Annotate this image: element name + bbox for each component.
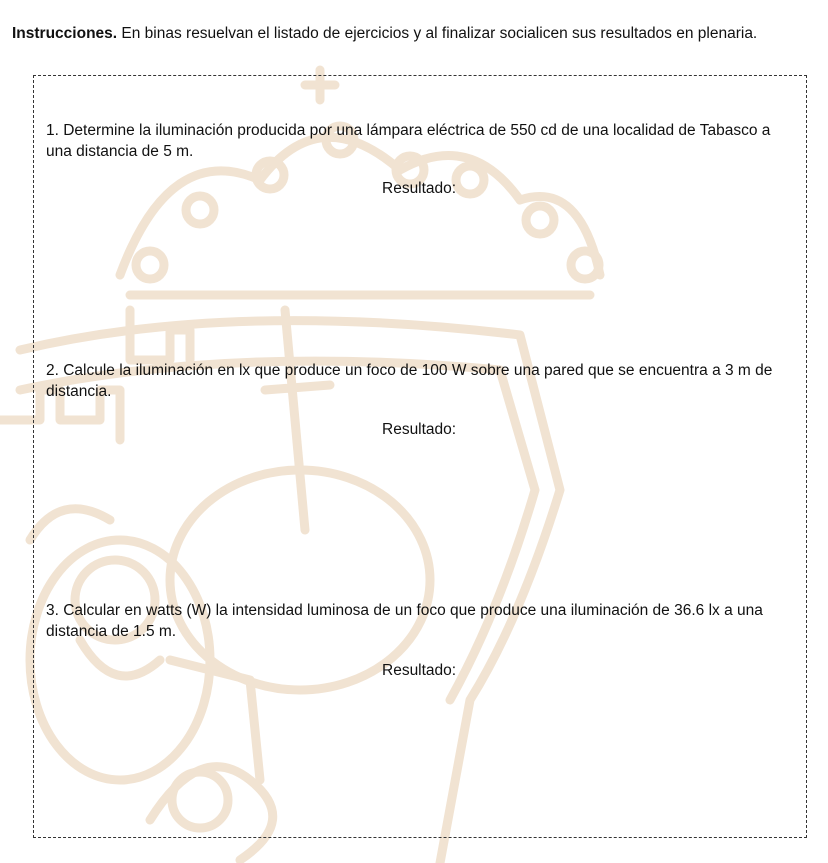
- exercise-3-result-label: Resultado:: [382, 662, 457, 679]
- exercise-1-result-label: Resultado:: [382, 180, 457, 197]
- exercise-3-text: 3. Calcular en watts (W) la intensidad luminosa de un foco que produce una iluminación de 36.6 lx a una distancia de 1.5 m.: [46, 602, 763, 640]
- exercises-box: [33, 75, 807, 838]
- exercise-2-result-label: Resultado:: [382, 421, 457, 438]
- instructions-text: En binas resuelvan el listado de ejercicios y al finalizar socialicen sus resultados en plenaria.: [117, 25, 758, 42]
- exercise-1-text: 1. Determine la iluminación producida por una lámpara eléctrica de 550 cd de una localidad de Tabasco a una distancia de 5 m.: [46, 122, 771, 160]
- exercise-2-text: 2. Calcule la iluminación en lx que produce un foco de 100 W sobre una pared que se encuentra a 3 m de distancia.: [46, 362, 773, 400]
- instructions-lead: Instrucciones.: [12, 25, 118, 42]
- instructions-paragraph: [12, 24, 822, 44]
